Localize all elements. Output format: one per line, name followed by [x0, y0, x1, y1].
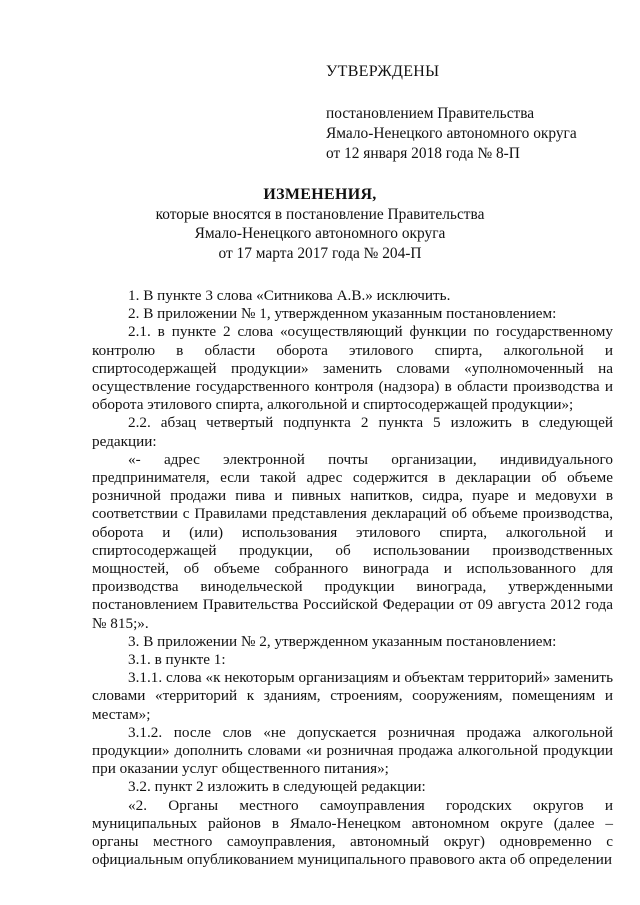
approval-line: от 12 января 2018 года № 8-П	[326, 145, 520, 162]
approval-line: Ямало-Ненецкого автономного округа	[326, 125, 577, 142]
approval-title: УТВЕРЖДЕНЫ	[326, 63, 440, 80]
document-heading	[60, 185, 580, 263]
paragraph-3-1: 3.1. в пункте 1:	[128, 651, 226, 669]
document-body	[92, 287, 613, 870]
heading-line: Ямало-Ненецкого автономного округа	[194, 225, 446, 242]
heading-line: от 17 марта 2017 года № 204-П	[218, 244, 422, 262]
paragraph-2-1: 2.1. в пункте 2 слова «осуществляющий функции по государственному контролю в области оборота этилового спирта, алкогольной и спиртосодержащей продукции» заменить словами «уполномоченный на осуществление государственного контроля (надзора) в области производства и оборота этилового спирта, алкогольной и спиртосодержащей продукции»;	[92, 323, 613, 414]
paragraph-3-1-2: 3.1.2. после слов «не допускается розничная продажа алкогольной продукции» дополнить словами «и розничная продажа алкогольной продукции при оказании услуг общественного питания»;	[92, 723, 613, 778]
heading-title: ИЗМЕНЕНИЯ,	[263, 186, 377, 203]
paragraph-3: 3. В приложении № 2, утвержденном указанным постановлением:	[128, 632, 557, 650]
paragraph-2: 2. В приложении № 1, утвержденном указанным постановлением:	[128, 305, 557, 323]
paragraph-2-2: 2.2. абзац четвертый подпункта 2 пункта 5 изложить в следующей редакции:	[92, 414, 613, 450]
paragraph-quote-email: «- адрес электронной почты организации, индивидуального предпринимателя, если такой адрес содержится в декларации об объеме розничной продажи пива и пивных напитков, сидра, пуаре и медовухи в соответствии с Правилами представления деклараций об объеме производства, оборота и (или) использования этилового спирта, алкогольной и спиртосодержащей продукции, об использовании производственных мощностей, об объеме собранного винограда и использованного для производства винодельческой продукции винограда, утвержденными постановлением Правительства Российской Федерации от 09 августа 2012 года № 815;».	[92, 450, 613, 632]
approval-block	[326, 62, 626, 164]
paragraph-3-1-1: 3.1.1. слова «к некоторым организациям и объектам территорий» заменить словами «территорий к зданиям, строениям, сооружениям, помещениям и местам»;	[92, 669, 613, 723]
paragraph-3-2: 3.2. пункт 2 изложить в следующей редакции:	[128, 778, 426, 796]
paragraph-quote-organs: «2. Органы местного самоуправления городских округов и муниципальных районов в Ямало-Ненецком автономном округе (далее – органы местного самоуправления, автономный округ) одновременно с официальным опубликованием муниципального правового акта об определении	[92, 796, 613, 869]
paragraph-1: 1. В пункте 3 слова «Ситникова А.В.» исключить.	[128, 287, 451, 304]
heading-line: которые вносятся в постановление Правительства	[155, 205, 485, 223]
approval-line: постановлением Правительства	[326, 105, 535, 122]
